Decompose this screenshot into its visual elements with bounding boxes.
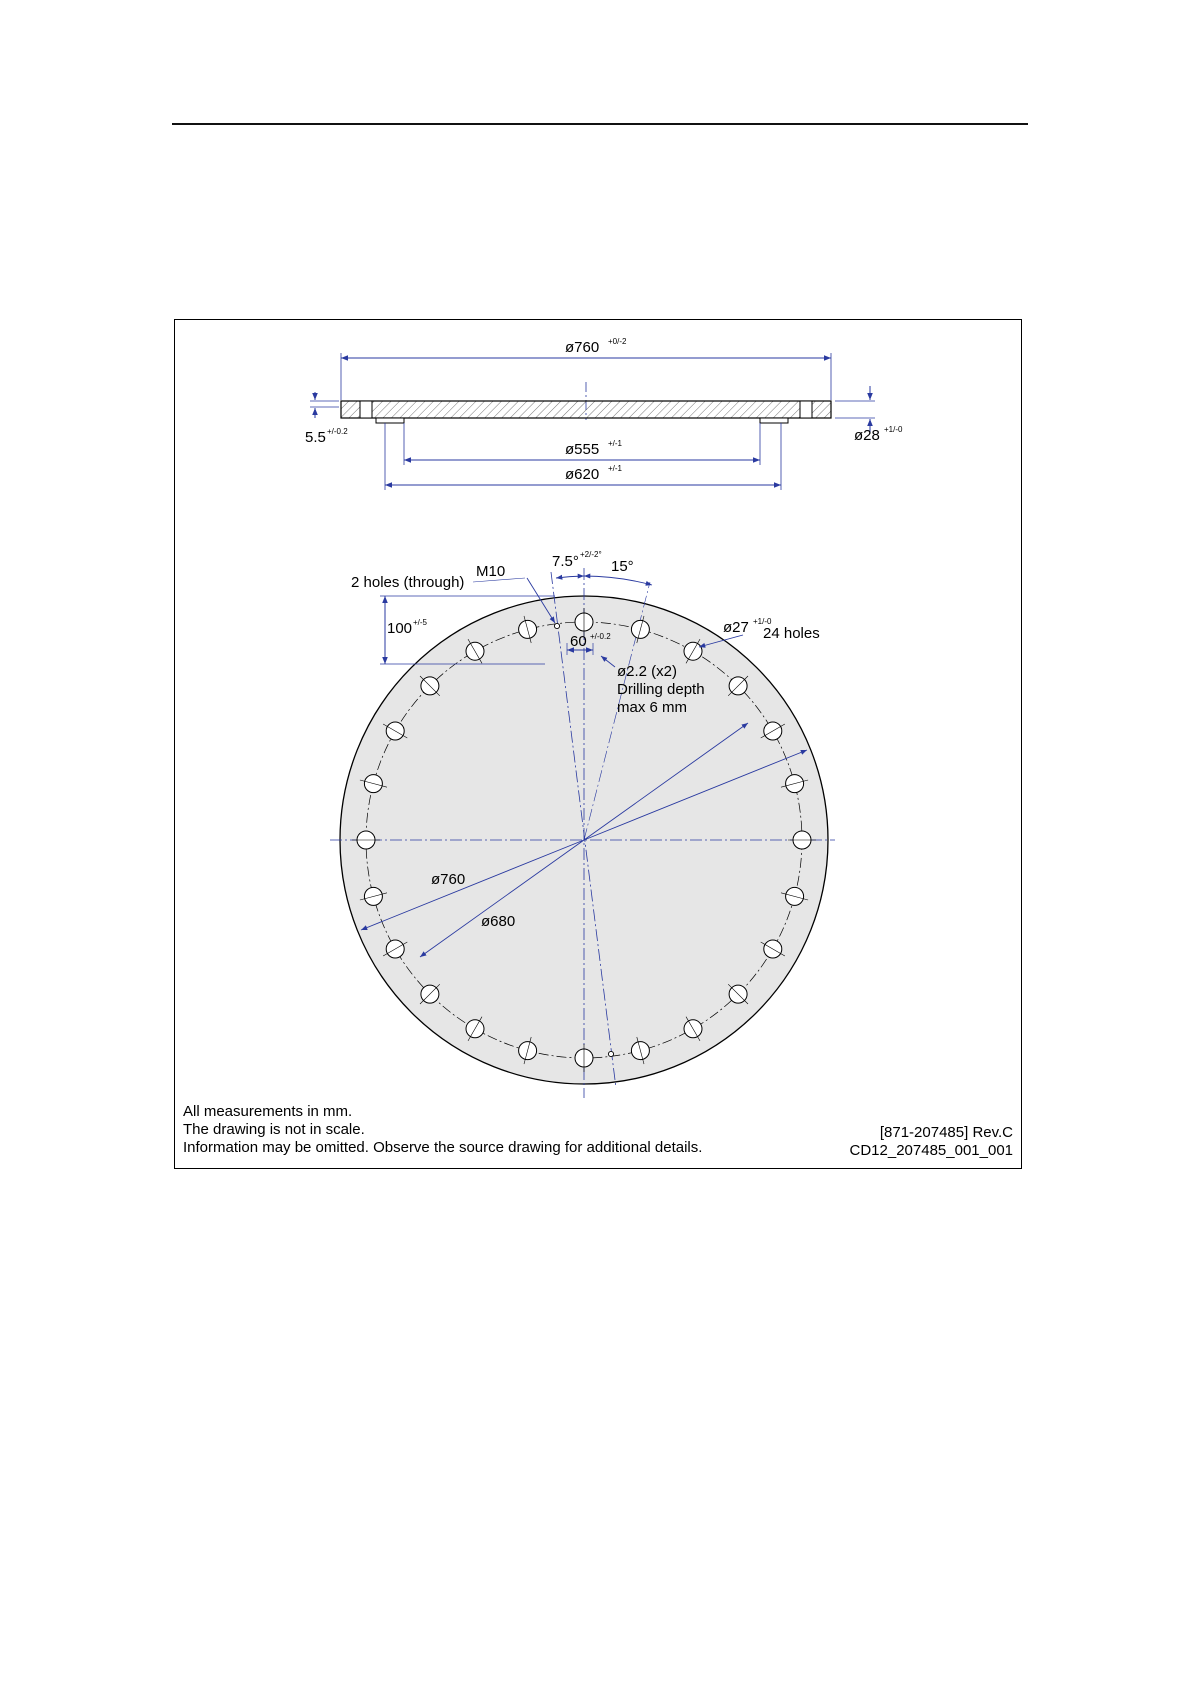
side-recess-diameter: ø620 [565,466,600,483]
hole-count: 24 holes [763,625,820,642]
m10-hole [554,623,559,628]
hole-diameter: ø27 [723,619,749,636]
dim-60-tol: +/-0.2 [590,632,611,641]
technical-drawing [175,320,1023,1170]
side-outer-tol: +0/-2 [608,337,627,346]
side-inner-diameter: ø555 [565,441,600,458]
plan-outer-diameter: ø760 [431,871,466,888]
side-step-tol: +/-0.2 [327,427,348,436]
m10-hole [608,1051,613,1056]
notes [183,1103,1013,1159]
dim-60: 60 [570,633,587,650]
dim-100: 100 [387,620,413,637]
note-line2: The drawing is not in scale. [183,1121,365,1138]
plate-section [341,401,831,418]
header-rule [172,123,1028,125]
side-recess-tol: +/-1 [608,464,623,473]
hole-diameter-tol: +1/-0 [753,617,772,626]
drill-depth-line1: Drilling depth [617,681,705,698]
m10-label: M10 [476,563,506,580]
side-outer-diameter: ø760 [565,339,600,356]
side-inner-tol: +/-1 [608,439,623,448]
note-line1: All measurements in mm. [183,1103,353,1120]
side-thickness: ø28 [854,427,880,444]
note-line3: Information may be omitted. Observe the source drawing for additional details. [183,1139,703,1156]
plan-bolt-circle: ø680 [481,913,516,930]
dim-100-tol: +/-5 [413,618,428,627]
angle-pitch: 15° [611,558,634,575]
drawing-code: CD12_207485_001_001 [849,1142,1013,1159]
drawing-frame [174,319,1022,1169]
plan-view [330,550,835,1098]
angle-offset-tol: +2/-2° [580,550,602,559]
side-step-depth: 5.5 [305,429,326,446]
drill-depth-line2: max 6 mm [617,699,688,716]
through-holes-label: 2 holes (through) [351,574,465,591]
part-reference: [871-207485] Rev.C [879,1124,1013,1141]
pin-hole: ø2.2 (x2) [617,663,678,680]
angle-offset: 7.5° [552,553,579,570]
side-view [305,337,903,490]
side-thickness-tol: +1/-0 [884,425,903,434]
